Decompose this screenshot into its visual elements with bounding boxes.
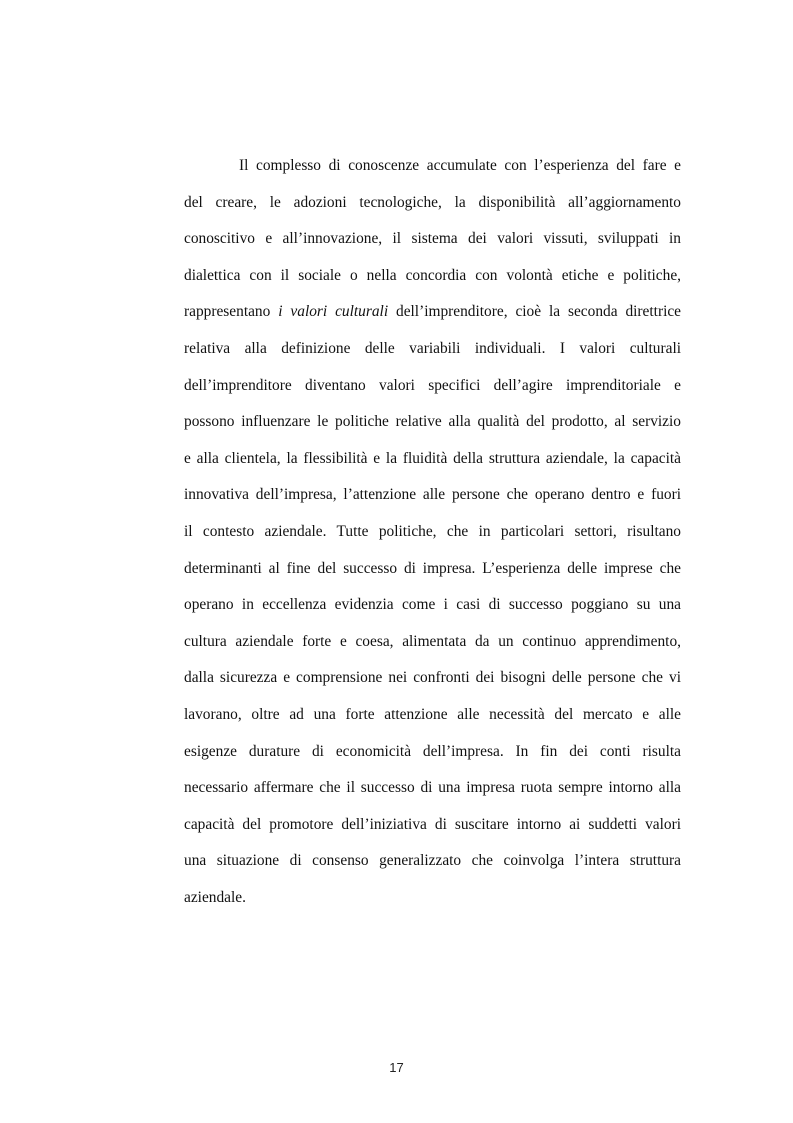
line-text-before-emphasis: rappresentano [184, 303, 279, 321]
paragraph-line: lavorano, oltre ad una forte attenzione alle necessità del mercato e alle [184, 705, 681, 723]
page-number: 17 [389, 1060, 404, 1075]
emphasized-term: i valori culturali [278, 303, 389, 321]
paragraph-line: cultura aziendale forte e coesa, alimentata da un continuo apprendimento, [184, 632, 681, 650]
paragraph-line: capacità del promotore dell’iniziativa di suscitare intorno ai suddetti valori [184, 815, 681, 833]
paragraph-line: innovativa dell’impresa, l’attenzione alle persone che operano dentro e fuori [184, 486, 681, 504]
paragraph-line [184, 294, 681, 331]
paragraph-line: una situazione di consenso generalizzato che coinvolga l’intera struttura [184, 852, 681, 870]
paragraph-line: del creare, le adozioni tecnologiche, la disponibilità all’aggiornamento [184, 193, 681, 211]
paragraph-line: relativa alla definizione delle variabili individuali. I valori culturali [184, 339, 681, 357]
paragraph-line: conoscitivo e all’innovazione, il sistema dei valori vissuti, sviluppati in [184, 230, 681, 248]
body-paragraph [184, 148, 681, 916]
paragraph-line: necessario affermare che il successo di una impresa ruota sempre intorno alla [184, 779, 681, 797]
paragraph-line: il contesto aziendale. Tutte politiche, che in particolari settori, risultano [184, 522, 681, 540]
paragraph-line: Il complesso di conoscenze accumulate con l’esperienza del fare e [239, 157, 681, 174]
paragraph-line: possono influenzare le politiche relative alla qualità del prodotto, al servizio [184, 413, 681, 431]
line-text-after-emphasis: dell’imprenditore, cioè la seconda direttrice [388, 303, 681, 321]
paragraph-line: dialettica con il sociale o nella concordia con volontà etiche e politiche, [184, 266, 681, 284]
paragraph-line: esigenze durature di economicità dell’impresa. In fin dei conti risulta [184, 742, 681, 760]
paragraph-line: e alla clientela, la flessibilità e la fluidità della struttura aziendale, la capacità [184, 449, 681, 467]
paragraph-line: dalla sicurezza e comprensione nei confronti dei bisogni delle persone che vi [184, 669, 681, 687]
paragraph-line: aziendale. [184, 888, 246, 906]
paragraph-line: dell’imprenditore diventano valori specifici dell’agire imprenditoriale e [184, 376, 681, 394]
paragraph-line: operano in eccellenza evidenzia come i casi di successo poggiano su una [184, 596, 681, 614]
paragraph-line: determinanti al fine del successo di impresa. L’esperienza delle imprese che [184, 559, 681, 577]
